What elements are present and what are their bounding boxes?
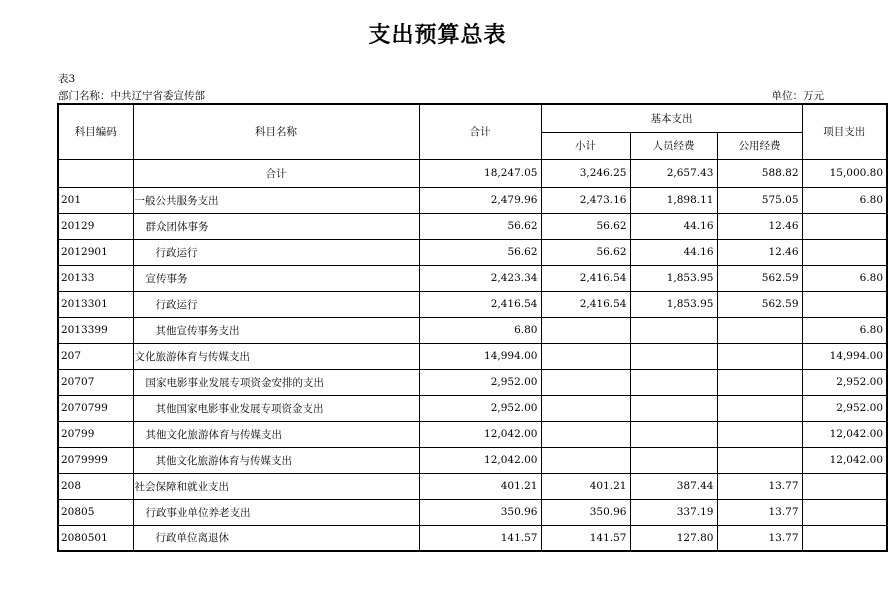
budget-table [57, 103, 888, 552]
cell-public: 12.46 [717, 239, 802, 265]
total-row [58, 159, 887, 187]
table-row [58, 265, 887, 291]
cell-name: 宣传事务 [133, 265, 419, 291]
cell-public: 562.59 [717, 291, 802, 317]
cell-personnel: 337.19 [630, 499, 717, 525]
cell-project: 6.80 [802, 187, 887, 213]
header-basic: 基本支出 [541, 104, 802, 132]
cell-code: 20133 [58, 265, 133, 291]
cell-code: 201 [58, 187, 133, 213]
cell-total: 2,952.00 [419, 395, 541, 421]
cell-name: 其他国家电影事业发展专项资金支出 [133, 395, 419, 421]
cell-total: 401.21 [419, 473, 541, 499]
cell-subtotal: 2,473.16 [541, 187, 630, 213]
cell-total: 141.57 [419, 525, 541, 551]
cell-public [717, 421, 802, 447]
table-row [58, 421, 887, 447]
header-public: 公用经费 [717, 132, 802, 159]
cell-code: 2079999 [58, 447, 133, 473]
cell-total: 12,042.00 [419, 447, 541, 473]
table-row [58, 343, 887, 369]
cell-name: 文化旅游体育与传媒支出 [133, 343, 419, 369]
total-project: 15,000.80 [802, 159, 887, 187]
cell-name: 群众团体事务 [133, 213, 419, 239]
cell-public: 13.77 [717, 499, 802, 525]
cell-total: 2,416.54 [419, 291, 541, 317]
total-label: 合计 [133, 159, 419, 187]
cell-name: 其他宣传事务支出 [133, 317, 419, 343]
cell-public: 575.05 [717, 187, 802, 213]
cell-public [717, 395, 802, 421]
header-total: 合计 [419, 104, 541, 159]
cell-total: 2,423.34 [419, 265, 541, 291]
cell-name: 国家电影事业发展专项资金安排的支出 [133, 369, 419, 395]
cell-code: 208 [58, 473, 133, 499]
cell-name: 其他文化旅游体育与传媒支出 [133, 421, 419, 447]
cell-project: 6.80 [802, 265, 887, 291]
table-row [58, 369, 887, 395]
page-title: 支出预算总表 [368, 23, 507, 48]
cell-subtotal [541, 447, 630, 473]
header-name: 科目名称 [133, 104, 419, 159]
cell-code: 20129 [58, 213, 133, 239]
cell-project [802, 499, 887, 525]
cell-project: 2,952.00 [802, 395, 887, 421]
cell-project: 12,042.00 [802, 421, 887, 447]
cell-public: 13.77 [717, 473, 802, 499]
cell-personnel: 127.80 [630, 525, 717, 551]
header-project: 项目支出 [802, 104, 887, 159]
cell-code: 20707 [58, 369, 133, 395]
table-row [58, 291, 887, 317]
header-subtotal: 小计 [541, 132, 630, 159]
header-code: 科目编码 [58, 104, 133, 159]
cell-public [717, 343, 802, 369]
cell-personnel [630, 421, 717, 447]
total-code-cell [58, 159, 133, 187]
cell-public [717, 317, 802, 343]
cell-personnel [630, 343, 717, 369]
cell-subtotal: 401.21 [541, 473, 630, 499]
cell-public: 12.46 [717, 213, 802, 239]
table-row [58, 395, 887, 421]
cell-personnel: 44.16 [630, 213, 717, 239]
cell-name: 行政事业单位养老支出 [133, 499, 419, 525]
cell-project: 12,042.00 [802, 447, 887, 473]
cell-project [802, 525, 887, 551]
cell-total: 12,042.00 [419, 421, 541, 447]
cell-total: 6.80 [419, 317, 541, 343]
cell-total: 2,479.96 [419, 187, 541, 213]
cell-code: 207 [58, 343, 133, 369]
total-total: 18,247.05 [419, 159, 541, 187]
cell-code: 2013301 [58, 291, 133, 317]
table-row [58, 499, 887, 525]
cell-name: 行政运行 [133, 239, 419, 265]
cell-code: 20799 [58, 421, 133, 447]
cell-total: 56.62 [419, 239, 541, 265]
cell-subtotal [541, 421, 630, 447]
cell-code: 2070799 [58, 395, 133, 421]
total-subtotal: 3,246.25 [541, 159, 630, 187]
cell-project: 2,952.00 [802, 369, 887, 395]
cell-name: 行政单位离退休 [133, 525, 419, 551]
cell-name: 其他文化旅游体育与传媒支出 [133, 447, 419, 473]
cell-code: 2013399 [58, 317, 133, 343]
cell-subtotal: 350.96 [541, 499, 630, 525]
cell-project [802, 291, 887, 317]
cell-project [802, 213, 887, 239]
table-row [58, 473, 887, 499]
cell-total: 2,952.00 [419, 369, 541, 395]
cell-subtotal [541, 317, 630, 343]
cell-code: 20805 [58, 499, 133, 525]
cell-name: 一般公共服务支出 [133, 187, 419, 213]
table-number: 表3 [58, 73, 76, 85]
cell-subtotal: 2,416.54 [541, 291, 630, 317]
cell-public: 562.59 [717, 265, 802, 291]
cell-personnel [630, 395, 717, 421]
cell-personnel: 44.16 [630, 239, 717, 265]
cell-subtotal [541, 395, 630, 421]
table-row [58, 213, 887, 239]
cell-total: 14,994.00 [419, 343, 541, 369]
cell-personnel [630, 447, 717, 473]
cell-public [717, 447, 802, 473]
cell-personnel: 1,853.95 [630, 291, 717, 317]
cell-total: 56.62 [419, 213, 541, 239]
table-row [58, 187, 887, 213]
header-personnel: 人员经费 [630, 132, 717, 159]
cell-name: 行政运行 [133, 291, 419, 317]
cell-personnel: 1,853.95 [630, 265, 717, 291]
table-row [58, 239, 887, 265]
total-personnel: 2,657.43 [630, 159, 717, 187]
cell-subtotal [541, 369, 630, 395]
cell-subtotal: 2,416.54 [541, 265, 630, 291]
cell-project: 14,994.00 [802, 343, 887, 369]
table-row [58, 525, 887, 551]
cell-subtotal [541, 343, 630, 369]
cell-public [717, 369, 802, 395]
cell-code: 2080501 [58, 525, 133, 551]
cell-subtotal: 141.57 [541, 525, 630, 551]
cell-personnel: 1,898.11 [630, 187, 717, 213]
cell-project [802, 239, 887, 265]
cell-name: 社会保障和就业支出 [133, 473, 419, 499]
cell-personnel [630, 317, 717, 343]
cell-public: 13.77 [717, 525, 802, 551]
cell-total: 350.96 [419, 499, 541, 525]
table-row [58, 317, 887, 343]
total-public: 588.82 [717, 159, 802, 187]
cell-subtotal: 56.62 [541, 213, 630, 239]
cell-project [802, 473, 887, 499]
cell-personnel [630, 369, 717, 395]
table-row [58, 447, 887, 473]
cell-subtotal: 56.62 [541, 239, 630, 265]
cell-personnel: 387.44 [630, 473, 717, 499]
department-label: 部门名称：中共辽宁省委宣传部 [58, 90, 205, 102]
cell-project: 6.80 [802, 317, 887, 343]
unit-label: 单位：万元 [771, 90, 824, 102]
cell-code: 2012901 [58, 239, 133, 265]
